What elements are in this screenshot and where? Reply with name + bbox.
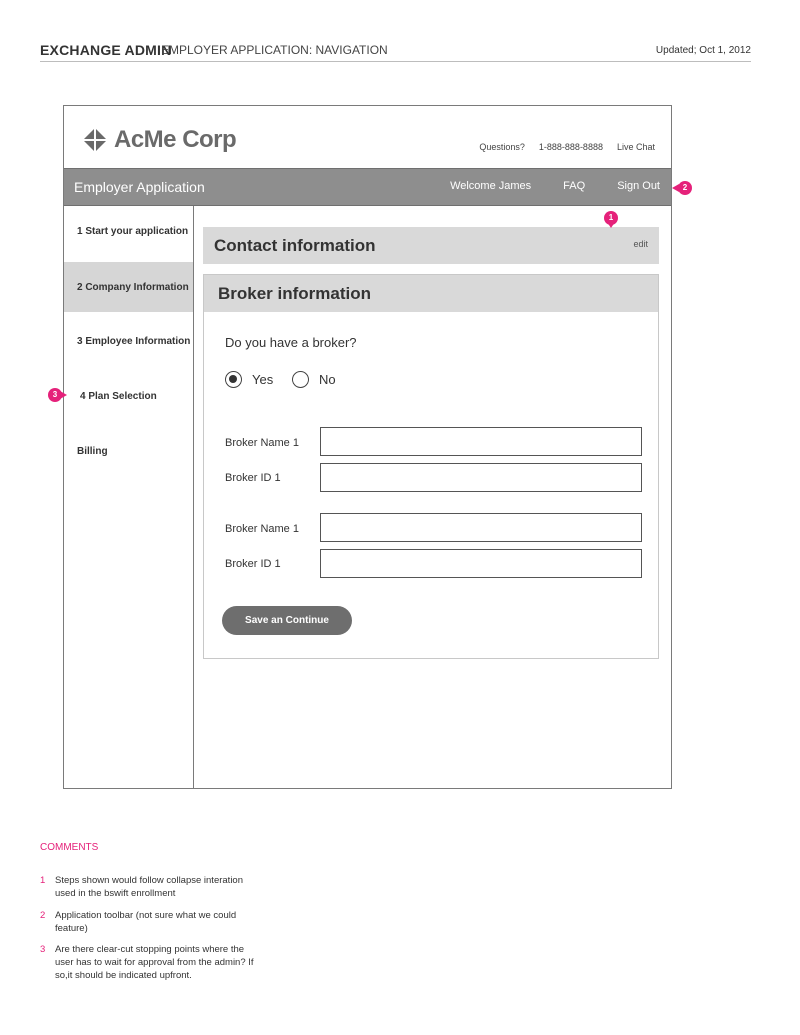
broker-question: Do you have a broker? [225,335,357,350]
sign-out-link[interactable]: Sign Out [617,180,660,192]
callout-marker-2: 2 [678,181,692,195]
radio-yes-label: Yes [252,372,274,387]
sidebar-item-billing[interactable] [64,426,193,476]
sidebar-steps [64,206,194,788]
doc-title: EXCHANGE ADMIN [40,42,172,58]
comment-number: 2 [40,910,46,921]
sidebar-item-company-information[interactable] [64,262,193,312]
broker-name-label-2: Broker Name 1 [225,523,299,535]
sidebar-item-start-application[interactable] [64,206,193,256]
questions-label: Questions? [479,142,525,152]
comment-number: 1 [40,875,46,886]
sidebar-item-label: Billing [77,446,108,457]
logo[interactable] [82,126,236,154]
comment-number: 3 [40,944,46,955]
radio-checked-icon [225,371,242,388]
broker-name-label: Broker Name 1 [225,437,299,449]
broker-information-panel [203,274,659,659]
application-toolbar [64,168,671,206]
broker-information-header [204,275,658,312]
broker-id-input[interactable] [320,463,642,492]
doc-updated-date: Updated; Oct 1, 2012 [655,45,751,56]
radio-no-label: No [319,372,336,387]
comment-item [40,909,260,935]
comment-text: Steps shown would follow collapse interation used in the bswift enrollment [55,875,243,899]
logo-text: AcMe Corp [114,126,237,153]
callout-marker-1: 1 [604,211,618,225]
comment-item [40,943,260,982]
broker-id-input-2[interactable] [320,549,642,578]
wireframe-frame [63,105,672,789]
phone-number[interactable]: 1-888-888-8888 [538,142,603,152]
broker-id-label: Broker ID 1 [225,472,281,484]
edit-link[interactable]: edit [633,239,648,249]
sidebar-item-label: 4 Plan Selection [80,391,157,402]
contact-information-section[interactable] [203,227,659,264]
broker-name-input-2[interactable] [320,513,642,542]
acme-logo-icon [82,127,108,153]
top-links [479,142,655,152]
broker-id-label-2: Broker ID 1 [225,558,281,570]
toolbar-title: Employer Application [74,179,205,195]
doc-header [40,42,751,62]
save-and-continue-button[interactable]: Save an Continue [222,606,352,635]
radio-unchecked-icon [292,371,309,388]
comment-text: Application toolbar (not sure what we could feature) [55,910,237,934]
sidebar-item-label: 1 Start your application [77,226,189,237]
sidebar-item-label: 3 Employee Information [77,336,191,347]
contact-information-title: Contact information [214,236,376,255]
faq-link[interactable]: FAQ [563,180,586,192]
callout-marker-3: 3 [48,388,62,402]
doc-subtitle: EMPLOYER APPLICATION: NAVIGATION [161,43,388,57]
broker-information-title: Broker information [218,284,372,303]
comments-title: COMMENTS [40,842,99,853]
welcome-user: Welcome James [450,180,532,192]
sidebar-item-employee-information[interactable] [64,316,193,366]
comment-item [40,874,260,900]
comment-text: Are there clear-cut stopping points where the user has to wait for approval from the admin? If so,it should be indicated upfront. [55,944,254,981]
broker-name-input[interactable] [320,427,642,456]
sidebar-item-label: 2 Company Information [77,282,189,293]
sidebar-item-plan-selection[interactable] [64,371,193,421]
radio-no[interactable] [292,371,336,388]
live-chat-link[interactable]: Live Chat [616,142,655,152]
toolbar-links [450,180,660,192]
radio-yes[interactable] [225,371,273,388]
